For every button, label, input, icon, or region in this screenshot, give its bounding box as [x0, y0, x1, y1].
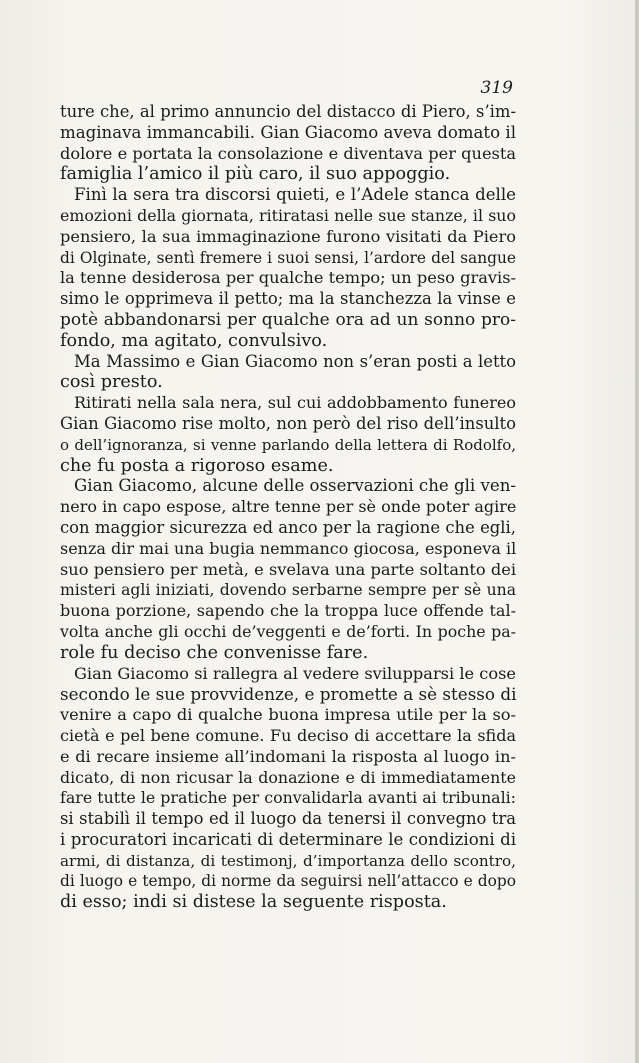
text-line: Finì la sera tra discorsi quieti, e l’Adele stanca delle	[74, 185, 516, 205]
text-line: così presto.	[60, 372, 163, 393]
text-line: dolore e portata la consolazione e diventava per questa	[60, 143, 516, 163]
text-line: e di recare insieme all’indomani la risposta al luogo in-	[60, 746, 516, 766]
text-line: venire a capo di qualche buona impresa utile per la so-	[60, 705, 516, 725]
text-line: con maggior sicurezza ed anco per la ragione che egli,	[60, 517, 516, 537]
text-line: Gian Giacomo rise molto, non però del riso dell’insulto	[60, 413, 516, 433]
text-line: Gian Giacomo, alcune delle osservazioni che gli ven-	[74, 476, 516, 496]
text-line: emozioni della giornata, ritiratasi nelle sue stanze, il suo	[60, 205, 516, 225]
text-line: role fu deciso che convenisse fare.	[60, 642, 369, 663]
body-text	[60, 102, 516, 913]
text-line: buona porzione, sapendo che la troppa luce offende tal-	[60, 601, 516, 621]
text-line: suo pensiero per metà, e svelava una parte soltanto dei	[60, 559, 516, 579]
text-line: volta anche gli occhi de’veggenti e de’forti. In poche pa-	[60, 621, 516, 641]
text-line: dicato, di non ricusar la donazione e di immediatamente	[60, 767, 516, 787]
text-line: o dell’ignoranza, si venne parlando della lettera di Rodolfo,	[60, 435, 516, 454]
text-line: di Olginate, sentì fremere i suoi sensi, l’ardore del sangue	[60, 248, 516, 267]
text-line: maginava immancabili. Gian Giacomo aveva domato il	[60, 122, 516, 142]
text-line: che fu posta a rigoroso esame.	[60, 455, 334, 476]
text-line: simo le opprimeva il petto; ma la stanchezza la vinse e	[60, 289, 516, 309]
text-line: fondo, ma agitato, convulsivo.	[60, 330, 328, 351]
text-line: misteri agli iniziati, dovendo serbarne sempre per sè una	[60, 581, 516, 600]
text-line: fare tutte le pratiche per convalidarla avanti ai tribunali:	[60, 788, 516, 808]
text-line: Ritirati nella sala nera, sul cui addobbamento funereo	[74, 393, 516, 413]
text-line: pensiero, la sua immaginazione furono visitati da Piero	[60, 226, 516, 246]
text-line: cietà e pel bene comune. Fu deciso di accettare la sfida	[60, 725, 516, 745]
page-edge	[635, 0, 639, 1063]
text-line: di luogo e tempo, di norme da seguirsi nell’attacco e dopo	[60, 872, 516, 891]
text-line: senza dir mai una bugia nemmanco giocosa, esponeva il	[60, 538, 517, 558]
text-line: di esso; indi si distese la seguente risposta.	[60, 892, 447, 913]
text-line: Ma Massimo e Gian Giacomo non s’eran posti a letto	[74, 351, 516, 371]
text-line: ture che, al primo annuncio del distacco di Piero, s’im-	[60, 102, 516, 121]
text-line: nero in capo espose, altre tenne per sè onde poter agire	[60, 497, 517, 517]
text-line: famiglia l’amico il più caro, il suo appoggio.	[60, 164, 451, 185]
page-number: 319	[480, 78, 513, 98]
text-line: potè abbandonarsi per qualche ora ad un sonno pro-	[60, 309, 516, 330]
text-line: secondo le sue provvidenze, e promette a sè stesso di	[60, 684, 517, 705]
text-line: la tenne desiderosa per qualche tempo; un peso gravis-	[60, 268, 516, 288]
text-line: si stabilì il tempo ed il luogo da tenersi il convegno tra	[60, 809, 516, 829]
text-line: i procuratori incaricati di determinare le condizioni di	[60, 829, 516, 849]
text-line: Gian Giacomo si rallegra al vedere svilupparsi le cose	[74, 663, 516, 683]
text-line: armi, di distanza, di testimonj, d’importanza dello scontro,	[60, 851, 516, 870]
